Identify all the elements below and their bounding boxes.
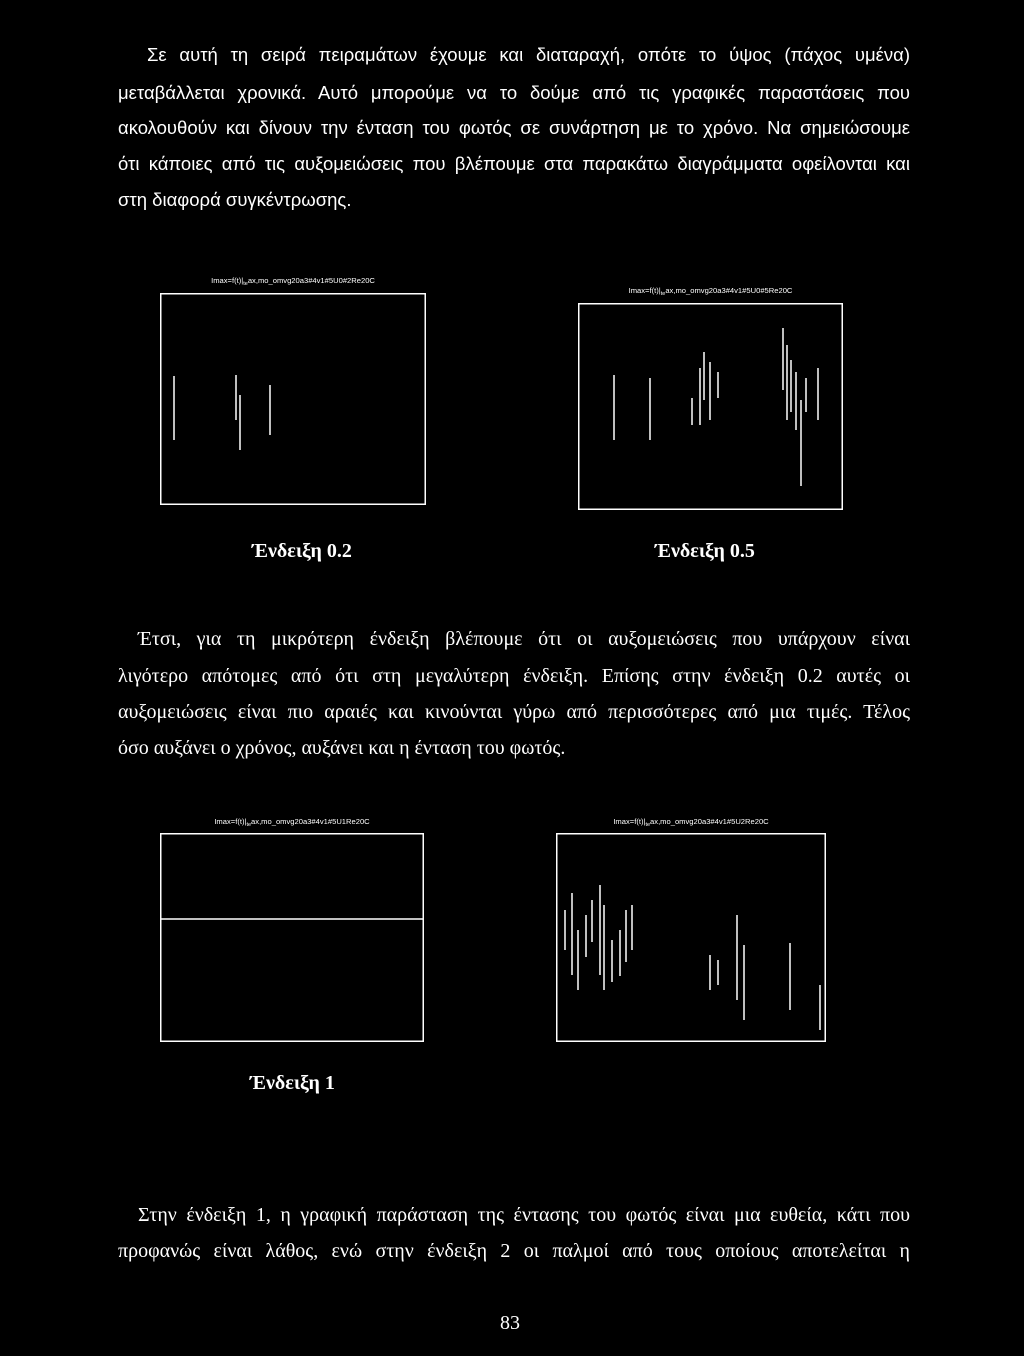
- paragraph-line: ακολουθούν και δίνουν την ένταση του φωτός σε συνάρτηση με το χρόνο. Να σημειώσουμε: [118, 117, 910, 138]
- paragraph-line: στη διαφορά συγκέντρωσης.: [118, 189, 352, 210]
- plot-title-subscript: te: [243, 281, 248, 287]
- plot-title-subscript: te: [660, 291, 666, 297]
- plot-title: [556, 816, 826, 828]
- plot-title: [160, 816, 424, 828]
- figure-caption: Ένδειξη 0.5: [655, 540, 755, 562]
- plot-title: [160, 275, 426, 287]
- paragraph-line: λιγότερο απότομες από ότι στη μεγαλύτερη ένδειξη. Επίσης στην ένδειξη 0.2 αυτές οι: [118, 665, 910, 687]
- plot-title-main: Imax=f(t)|: [211, 276, 244, 285]
- paragraph-line: αυξομειώσεις είναι πιο αραιές και κινούνται γύρω από περισσότερες από μια τιμές. Τέλος: [118, 701, 910, 723]
- plot-title: [578, 285, 843, 297]
- paragraph-line: Έτσι, για τη μικρότερη ένδειξη βλέπουμε ότι οι αυξομειώσεις που υπάρχουν είναι: [138, 628, 910, 650]
- plot-title-subscript: te: [645, 822, 651, 828]
- plot-title-main: Imax=f(t)|: [214, 817, 247, 826]
- plot-frame: [161, 834, 424, 1042]
- plot-frame: [557, 834, 826, 1042]
- plot-title-rest: ax,mo_omvg20a3#4v1#5U0#5Re20C: [665, 286, 793, 295]
- figure-caption: Ένδειξη 1: [250, 1072, 335, 1094]
- paragraph-line: Σε αυτή τη σειρά πειραμάτων έχουμε και διαταραχή, οπότε το ύψος (πάχος υμένα): [147, 44, 910, 65]
- plot-title-rest: ax,mo_omvg20a3#4v1#5U0#2Re20C: [247, 276, 375, 285]
- plot-title-subscript: te: [246, 822, 252, 828]
- plot-title-rest: ax,mo_omvg20a3#4v1#5U2Re20C: [650, 817, 769, 826]
- intensity-plot: [578, 303, 843, 510]
- plot-title-rest: ax,mo_omvg20a3#4v1#5U1Re20C: [251, 817, 370, 826]
- paragraph-line: ότι κάποιες από τις αυξομειώσεις που βλέπουμε στα παρακάτω διαγράμματα οφείλονται και: [118, 153, 910, 174]
- plot-title-main: Imax=f(t)|: [613, 817, 646, 826]
- intensity-plot: [160, 833, 424, 1042]
- plot-title-main: Imax=f(t)|: [628, 286, 661, 295]
- figure-caption: Ένδειξη 0.2: [252, 540, 352, 562]
- paragraph-line: όσο αυξάνει ο χρόνος, αυξάνει και η ένταση του φωτός.: [118, 737, 566, 759]
- intensity-plot: [160, 293, 426, 505]
- paragraph-line: μεταβάλλεται χρονικά. Αυτό μπορούμε να το δούμε από τις γραφικές παραστάσεις που: [118, 82, 910, 103]
- page-number: 83: [500, 1312, 520, 1334]
- intensity-plot: [556, 833, 826, 1042]
- paragraph-line: Στην ένδειξη 1, η γραφική παράσταση της έντασης του φωτός είναι μια ευθεία, κάτι που: [138, 1204, 910, 1226]
- paragraph-line: προφανώς είναι λάθος, ενώ στην ένδειξη 2 οι παλμοί από τους οποίους αποτελείται η: [118, 1240, 910, 1262]
- plot-frame: [161, 294, 426, 505]
